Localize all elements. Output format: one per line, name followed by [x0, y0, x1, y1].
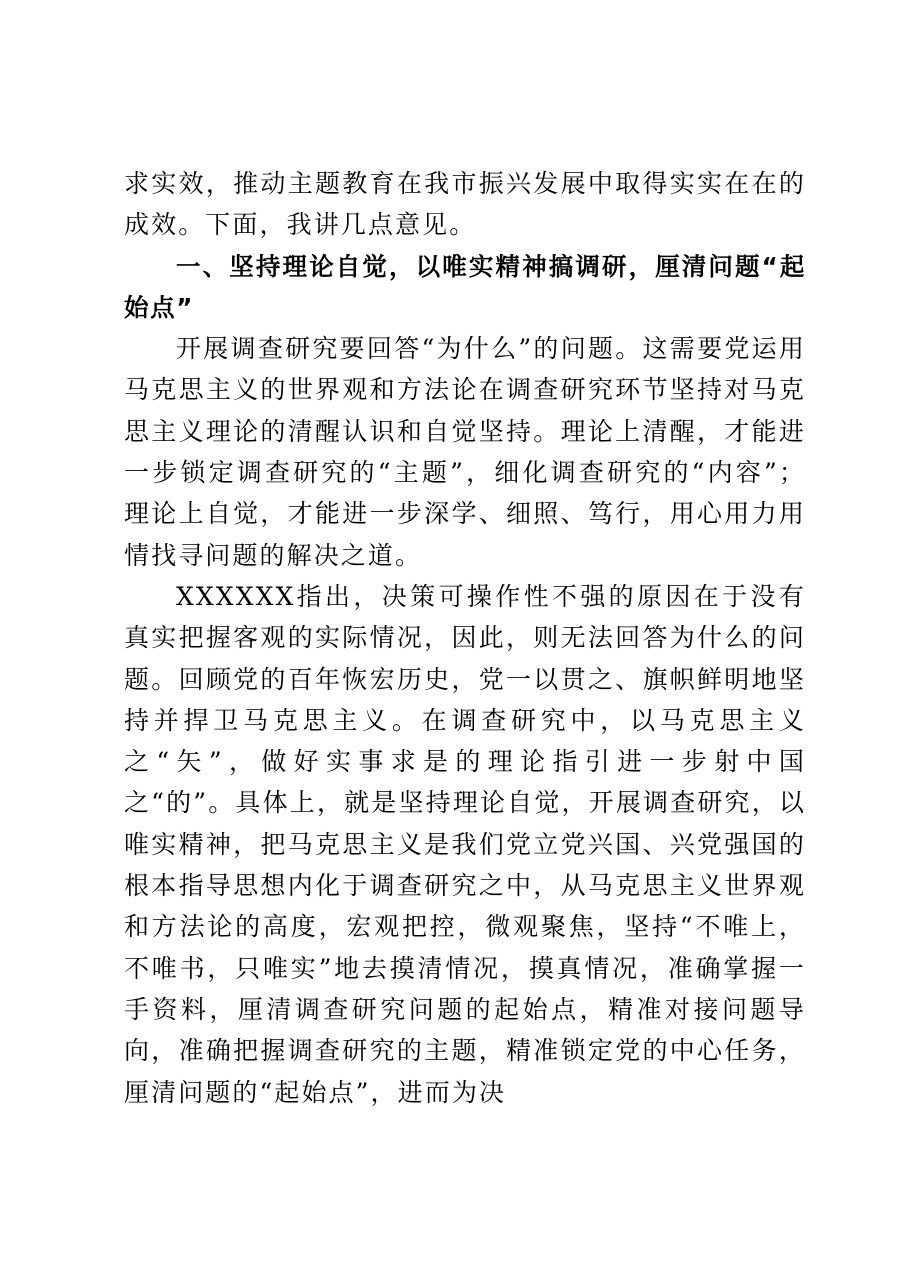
body-paragraph-continued: 求实效，推动主题教育在我市振兴发展中取得实实在在的成效。下面，我讲几点意见。 — [124, 169, 806, 240]
section-heading: 一、坚持理论自觉，以唯实精神搞调研，厘清问题“起始点” — [124, 251, 806, 322]
body-paragraph: XXXXXX指出，决策可操作性不强的原因在于没有真实把握客观的实际情况，因此，则无法回答为什么的问题。回顾党的百年恢宏历史，党一以贯之、旗帜鲜明地坚持并捍卫马克思主义。在调查研究中，以马克思主义之“矢”，做好实事求是的理论指引进一步射中国之“的”。具体上，就是坚持理论自觉，开展调查研究，以唯实精神，把马克思主义是我们党立党兴国、兴党强国的根本指导思想内化于调查研究之中，从马克思主义世界观和方法论的高度，宏观把控，微观聚焦，坚持“不唯上，不唯书，只唯实”地去摸清情况，摸真情况，准确掌握一手资料，厘清调查研究问题的起始点，精准对接问题导向，准确把握调查研究的主题，精准锁定党的中心任务，厘清问题的“起始点”，进而为决 — [124, 581, 806, 1107]
body-paragraph: 开展调查研究要回答“为什么”的问题。这需要党运用马克思主义的世界观和方法论在调查研究环节坚持对马克思主义理论的清醒认识和自觉坚持。理论上清醒，才能进一步锁定调查研究的“主题”，细化调查研究的“内容”；理论上自觉，才能进一步深学、细照、笃行，用心用力用情找寻问题的解决之道。 — [124, 334, 806, 570]
document-page — [124, 163, 806, 1113]
